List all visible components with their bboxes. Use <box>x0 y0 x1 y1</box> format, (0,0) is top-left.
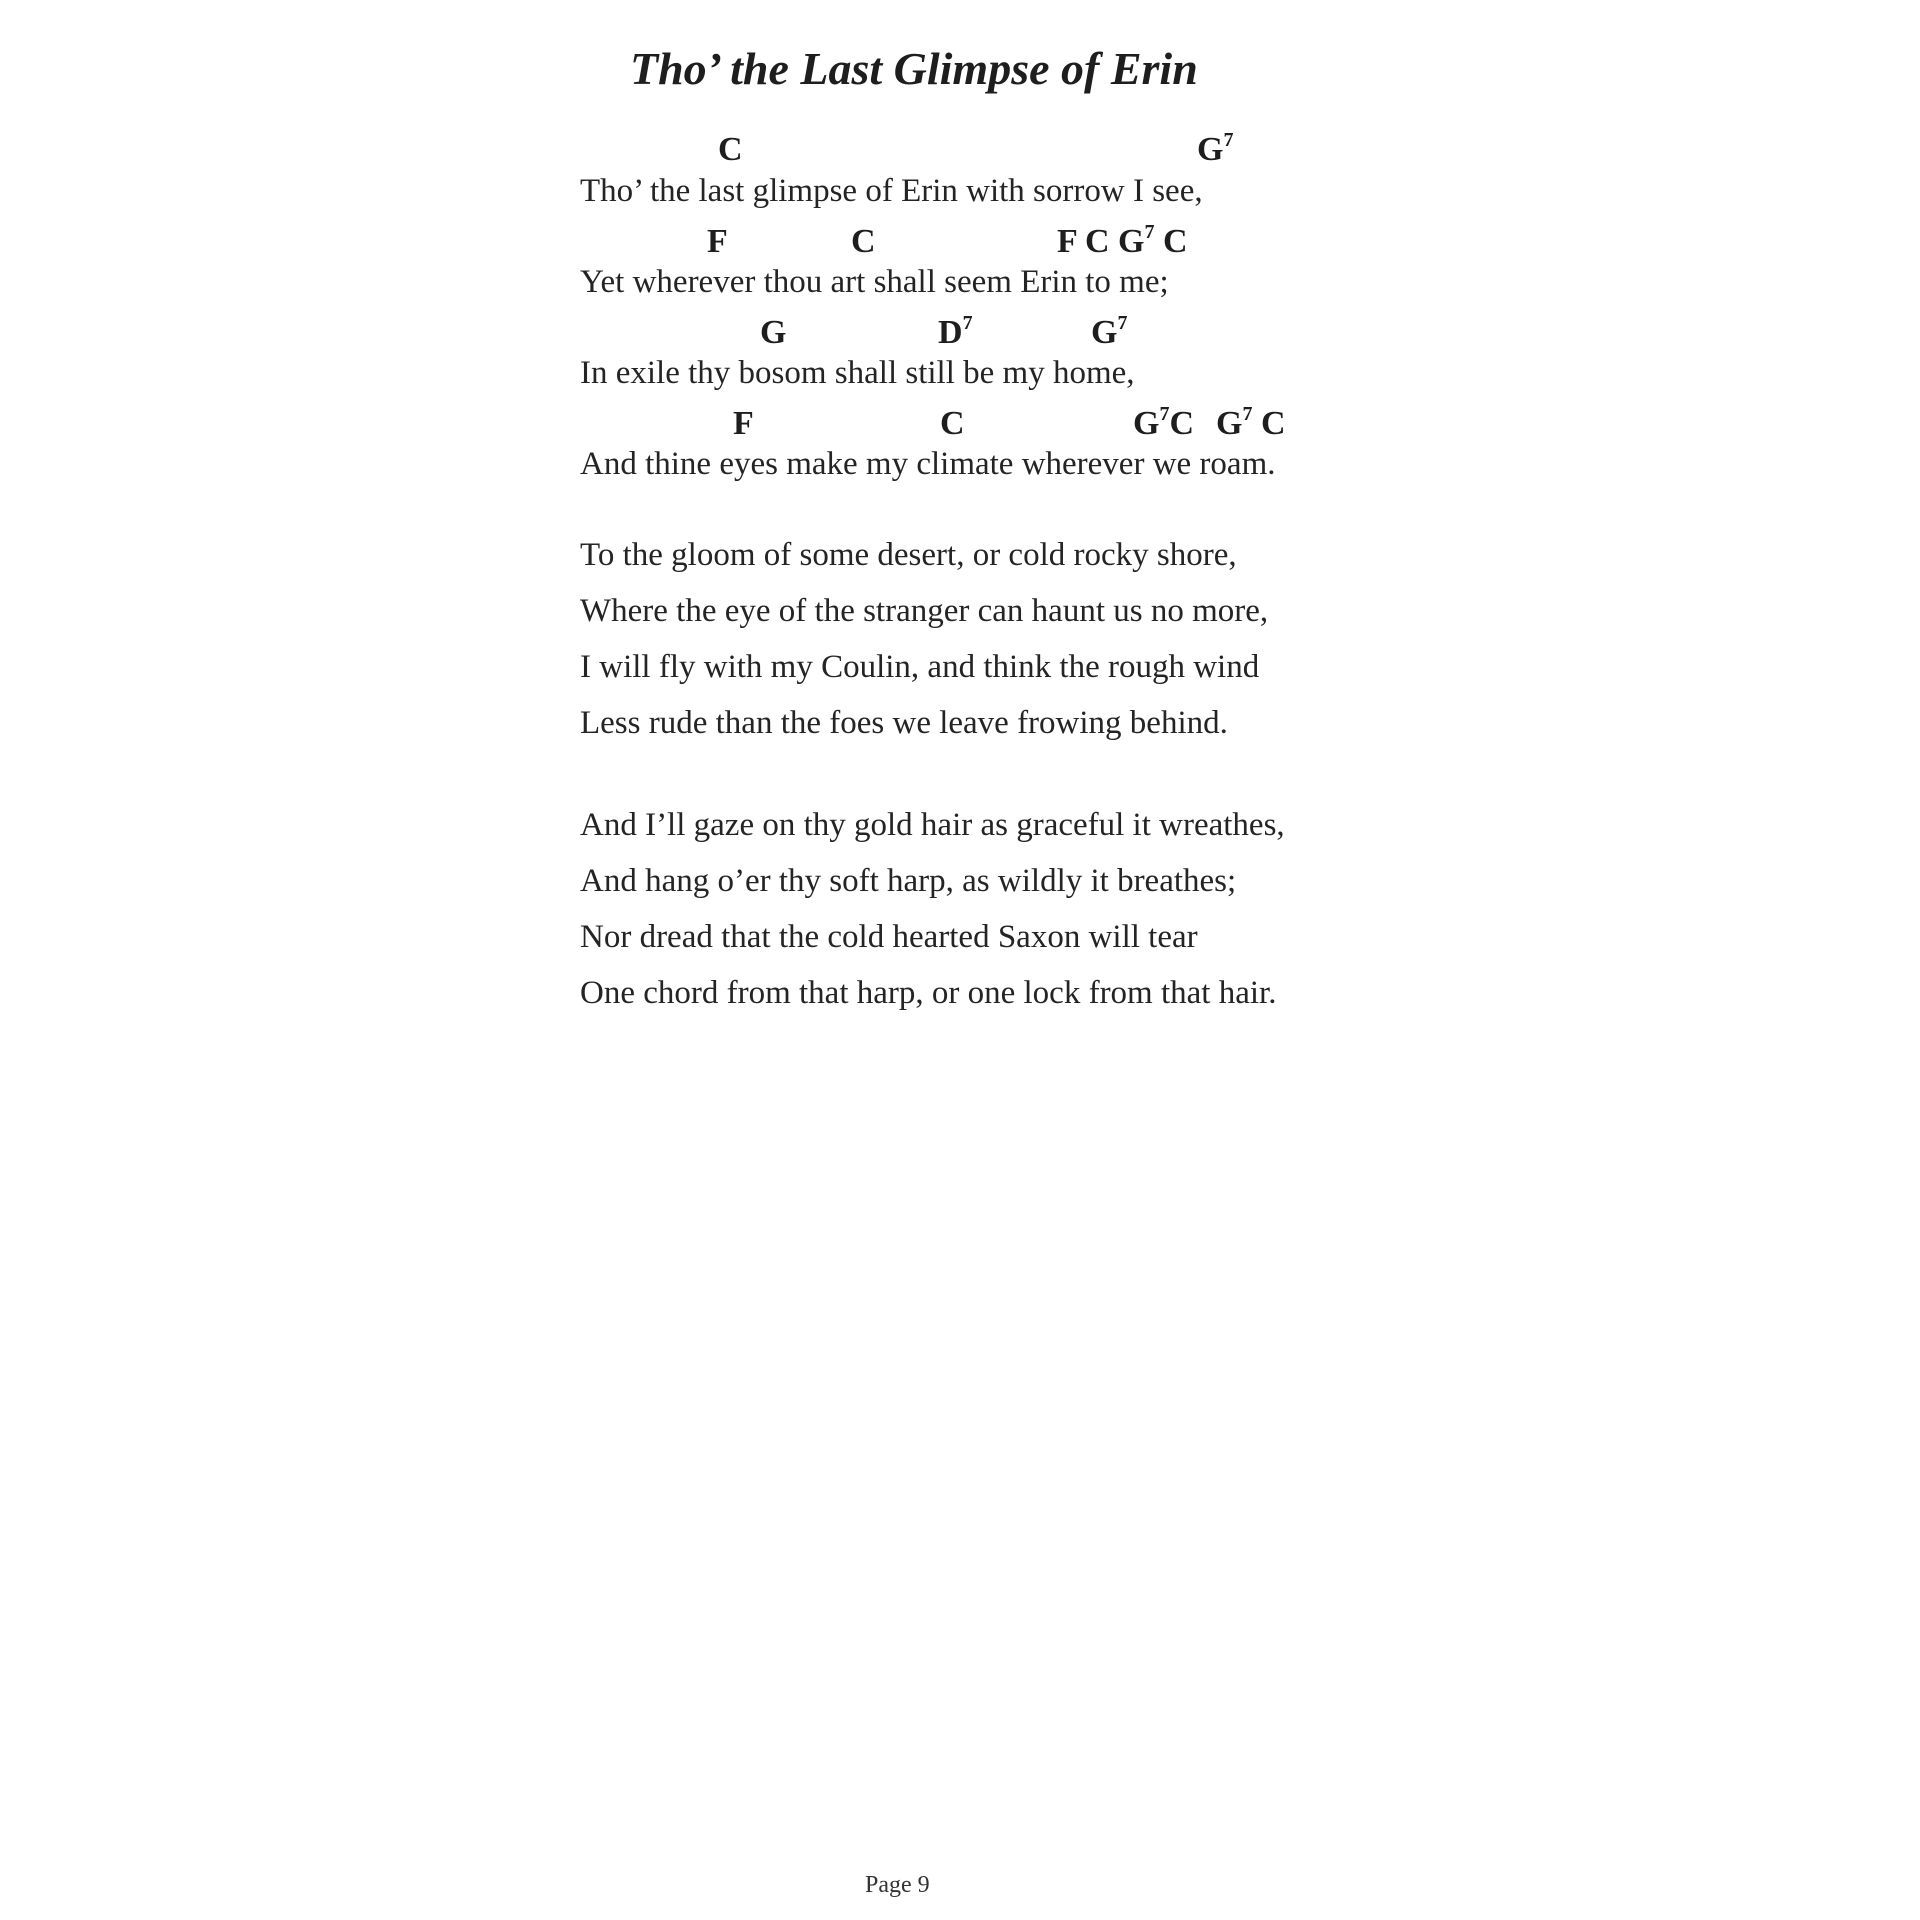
chord <box>1133 405 1194 443</box>
chord-root: C <box>940 405 965 442</box>
chord <box>851 223 876 261</box>
chord <box>707 223 728 261</box>
page-number: Page 9 <box>865 1872 930 1898</box>
chord-root: F <box>707 223 728 260</box>
chord-tail: C <box>1169 405 1195 442</box>
lyric-line: Nor dread that the cold hearted Saxon will tear <box>580 919 1198 955</box>
chord-tail: C <box>1252 405 1286 442</box>
chord <box>940 405 965 443</box>
lyric-line: Yet wherever thou art shall seem Erin to me; <box>580 264 1169 300</box>
lyric-line: I will fly with my Coulin, and think the rough wind <box>580 649 1260 685</box>
chord <box>733 405 754 443</box>
lyric-line: In exile thy bosom shall still be my home, <box>580 355 1135 391</box>
chord-root: G <box>760 314 787 351</box>
lyric-line: One chord from that harp, or one lock from that hair. <box>580 975 1277 1011</box>
chord <box>1057 223 1188 261</box>
lyric-line: Tho’ the last glimpse of Erin with sorrow I see, <box>580 173 1203 209</box>
chord-root: G <box>1133 405 1160 442</box>
chord <box>1216 405 1286 443</box>
chord <box>1197 131 1233 169</box>
lyric-line: To the gloom of some desert, or cold rocky shore, <box>580 537 1237 573</box>
chord <box>760 314 786 352</box>
chord-root: F <box>733 405 754 442</box>
chord <box>1091 314 1127 352</box>
chord-extension: 7 <box>1144 221 1155 243</box>
chord-extension: 7 <box>1223 129 1234 151</box>
chord-tail: C <box>1154 223 1188 260</box>
chord <box>938 314 973 352</box>
chord <box>718 131 743 169</box>
lyric-line: And I’ll gaze on thy gold hair as graceful it wreathes, <box>580 807 1285 843</box>
song-title: Tho’ the Last Glimpse of Erin <box>630 43 1198 94</box>
chord-root: G <box>1197 131 1224 168</box>
chord-root: F C G <box>1057 223 1145 260</box>
chord-extension: 7 <box>1242 403 1253 425</box>
lyric-line: And thine eyes make my climate wherever we roam. <box>580 446 1276 482</box>
chord-extension: 7 <box>1159 403 1170 425</box>
lyric-line: Where the eye of the stranger can haunt us no more, <box>580 593 1269 629</box>
chord-root: G <box>1216 405 1243 442</box>
chord-extension: 7 <box>1117 312 1128 334</box>
chord-extension: 7 <box>962 312 973 334</box>
chord-root: G <box>1091 314 1118 351</box>
chord-root: D <box>938 314 963 351</box>
lyric-line: Less rude than the foes we leave frowing behind. <box>580 705 1228 741</box>
lyric-line: And hang o’er thy soft harp, as wildly it breathes; <box>580 863 1237 899</box>
chord-root: C <box>718 131 743 168</box>
chord-root: C <box>851 223 876 260</box>
